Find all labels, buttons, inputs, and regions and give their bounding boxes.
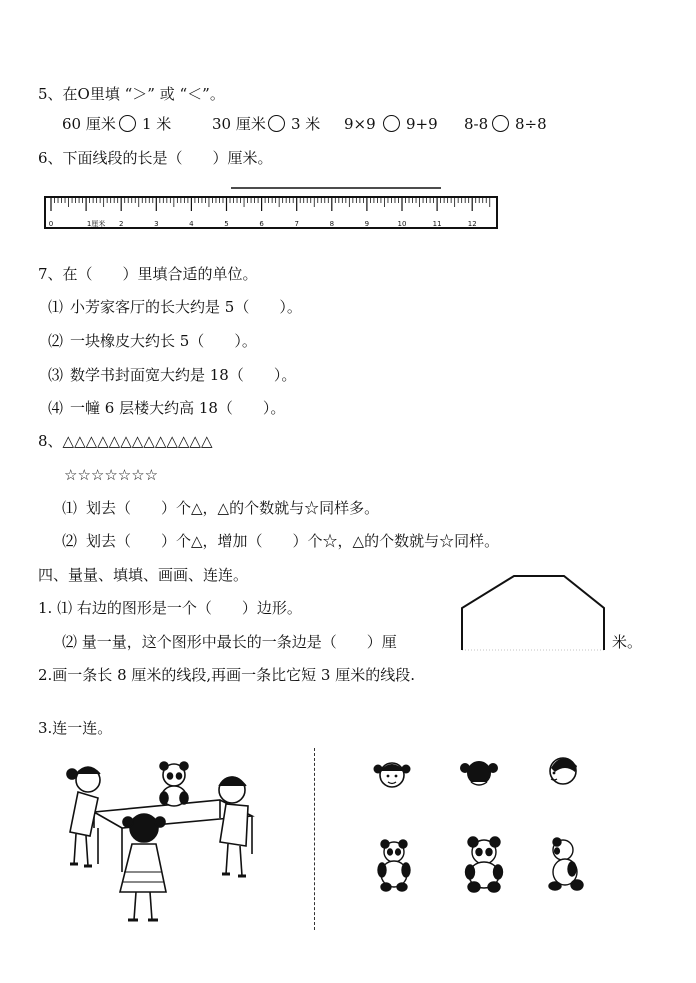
q5-title: 5、在O里填 “＞” 或 “＜”。	[38, 85, 225, 103]
panda-front-picture	[374, 838, 414, 894]
q5-item-1-left: 60 厘米	[62, 115, 116, 133]
q6-title: 6、下面线段的长是（ ）厘米。	[38, 149, 273, 167]
q5-item-3-left: 9×9	[344, 115, 376, 133]
ruler-label: 2	[118, 220, 124, 228]
pentagon-house-shape	[458, 572, 608, 654]
q7-item-2-num: ⑵	[48, 332, 64, 350]
section4-q3: 3.连一连。	[38, 719, 113, 737]
ruler-label: 6	[259, 220, 264, 228]
panda-facing-picture	[462, 836, 506, 894]
children-table-illustration	[42, 742, 302, 932]
compare-circle-1[interactable]	[119, 115, 136, 132]
ruler-label: 4	[189, 220, 194, 228]
compare-circle-4[interactable]	[492, 115, 509, 132]
ruler	[42, 182, 502, 232]
section4-title: 四、量量、填填、画画、连连。	[38, 566, 249, 584]
q7-item-3-text: 数学书封面宽大约是 18（ ）。	[70, 366, 297, 384]
q5-item-2-left: 30 厘米	[212, 115, 266, 133]
ruler-label: 0	[48, 220, 54, 228]
q7-title: 7、在（ ）里填合适的单位。	[38, 265, 258, 283]
ruler-label: 12	[467, 220, 477, 228]
panda-side-picture	[545, 836, 585, 894]
girl-front-view-picture	[372, 756, 412, 792]
q8-item-1-text: 划去（ ）个△，△的个数就与☆同样多。	[86, 499, 380, 517]
ruler-label: 7	[294, 220, 299, 228]
q8-item-1-num: ⑴	[62, 499, 78, 517]
section4-q1-2-unit: 米。	[612, 633, 643, 651]
q8-item-2-num: ⑵	[62, 532, 78, 550]
q5-item-1-right: 1 米	[142, 115, 172, 133]
compare-circle-3[interactable]	[383, 115, 400, 132]
q7-item-4-text: 一幢 6 层楼大约高 18（ ）。	[70, 399, 286, 417]
ruler-label: 1厘米	[86, 220, 106, 228]
q7-item-1-num: ⑴	[48, 298, 64, 316]
q8-item-2-text: 划去（ ）个△，增加（ ）个☆，△的个数就与☆同样。	[86, 532, 500, 550]
compare-circle-2[interactable]	[268, 115, 285, 132]
section4-q1-1: 1. ⑴ 右边的图形是一个（ ）边形。	[38, 599, 302, 617]
ruler-label: 3	[154, 220, 159, 228]
section4-q2: 2.画一条长 8 厘米的线段,再画一条比它短 3 厘米的线段.	[38, 666, 416, 684]
ruler-label: 8	[329, 220, 335, 228]
q8-title: 8、△△△△△△△△△△△△△	[38, 432, 213, 450]
q7-item-2-text: 一块橡皮大约长 5（ ）。	[70, 332, 257, 350]
ruler-label: 10	[397, 220, 407, 228]
q5-item-4-right: 8÷8	[515, 115, 547, 133]
girl-back-view-picture	[459, 756, 499, 790]
boy-side-view-picture	[545, 752, 581, 788]
q8-stars: ☆☆☆☆☆☆☆	[64, 466, 159, 484]
section4-q1-2: ⑵ 量一量，这个图形中最长的一条边是（ ）厘	[62, 633, 397, 651]
ruler-label: 11	[432, 220, 442, 228]
ruler-label: 9	[364, 220, 370, 228]
ruler-label: 5	[224, 220, 229, 228]
q7-item-1-text: 小芳家客厅的长大约是 5（ ）。	[70, 298, 302, 316]
q5-item-4-left: 8-8	[464, 115, 489, 133]
q5-item-2-right: 3 米	[291, 115, 321, 133]
q5-item-3-right: 9+9	[406, 115, 438, 133]
q7-item-4-num: ⑷	[48, 399, 64, 417]
dashed-divider	[314, 748, 315, 930]
q7-item-3-num: ⑶	[48, 366, 64, 384]
